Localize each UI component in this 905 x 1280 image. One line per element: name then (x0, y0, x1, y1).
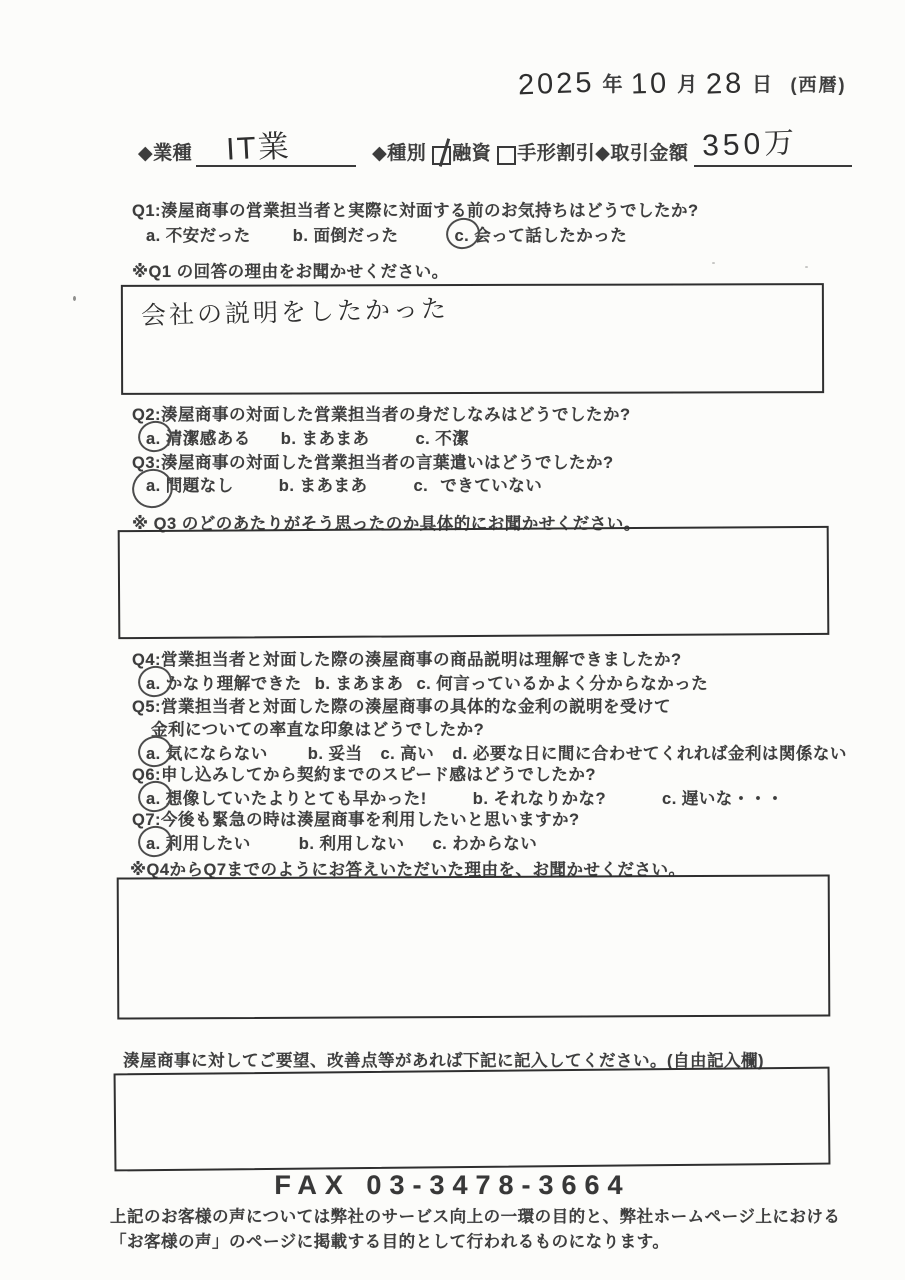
date-day-value: 28 (705, 67, 745, 101)
date-year-value: 2025 (517, 66, 596, 102)
footer-note-line1: 上記のお客様の声については弊社のサービス向上の一環の目的と、弊社ホームページ上における (110, 1208, 841, 1226)
loan-checkbox-label: 融資 (452, 143, 492, 164)
date-month-value: 10 (630, 67, 670, 101)
date-calendar-note: (西暦) (790, 75, 847, 95)
q4-q7-reason-answer-box[interactable] (117, 874, 831, 1019)
q5-option-b[interactable]: b. 妥当 (307, 745, 363, 763)
industry-value: IT業 (225, 128, 292, 167)
q3-text: Q3:湊屋商事の対面した営業担当者の言葉遣いはどうでしたか? (132, 454, 614, 472)
q4-option-c[interactable]: c. 何言っているかよく分からなかった (416, 675, 709, 693)
amount-label: ◆取引金額 (595, 143, 689, 164)
fax-number: FAX 03-3478-3664 (274, 1170, 631, 1200)
industry-field[interactable] (196, 128, 356, 167)
q5-text-line1: Q5:営業担当者と対面した際の湊屋商事の具体的な金利の説明を受けて (132, 698, 672, 716)
q1-reason-label: ※Q1 の回答の理由をお聞かせください。 (132, 263, 449, 281)
q1-text: Q1:湊屋商事の営業担当者と実際に対面する前のお気持ちはどうでしたか? (132, 202, 699, 220)
q5-text-line2: 金利についての率直な印象はどうでしたか? (151, 721, 485, 739)
free-entry-label: 湊屋商事に対してご要望、改善点等があれば下記に記入してください。(自由記入欄) (123, 1052, 764, 1070)
q7-option-c[interactable]: c. わからない (432, 835, 538, 853)
q2-option-c[interactable]: c. 不潔 (415, 430, 470, 448)
q7-options (146, 830, 537, 854)
date-year-unit: 年 (602, 74, 624, 96)
industry-label: ◆業種 (138, 143, 193, 164)
amount-field[interactable] (694, 126, 852, 167)
q3-options (146, 472, 542, 496)
date-month-unit: 月 (677, 74, 698, 96)
q3-option-a[interactable]: a. 問題なし (146, 472, 234, 496)
q2-options (146, 425, 469, 449)
q7-text: Q7:今後も緊急の時は湊屋商事を利用したいと思いますか? (132, 811, 580, 829)
type-label: ◆種別 (372, 143, 427, 164)
q6-text: Q6:申し込みしてから契約までのスピード感はどうでしたか? (132, 766, 596, 784)
q3-option-c[interactable]: c. できていない (413, 477, 543, 495)
q3-reason-answer-box[interactable] (118, 526, 830, 639)
q5-option-d[interactable]: d. 必要な日に間に合わせてくれれば金利は関係ない (452, 745, 847, 763)
q3-reason-label: ※ Q3 のどのあたりがそう思ったのか具体的にお聞かせください。 (132, 515, 641, 533)
scan-artifact (73, 296, 76, 301)
q2-text: Q2:湊屋商事の対面した営業担当者の身だしなみはどうでしたか? (132, 406, 631, 424)
q1-option-a[interactable]: a. 不安だった (146, 227, 251, 245)
q3-option-b[interactable]: b. まあまあ (278, 477, 368, 495)
bill-discount-checkbox[interactable] (497, 146, 516, 165)
q4-options (146, 670, 721, 694)
footer-note-line2: 「お客様の声」のページに掲載する目的として行われるものになります。 (110, 1233, 670, 1251)
q1-options (146, 222, 627, 246)
scan-artifact (805, 266, 808, 268)
q4-q7-reason-label: ※Q4からQ7までのようにお答えいただいた理由を、お聞かせください。 (130, 861, 686, 879)
q1-option-c[interactable]: c. 会って話したかった (454, 222, 627, 246)
q6-option-a[interactable]: a. 想像していたよりとても早かった! (146, 785, 427, 809)
q5-option-c[interactable]: c. 高い (380, 745, 435, 763)
q1-reason-answer: 会社の説明をしたかった (140, 294, 450, 331)
date-day-unit: 日 (752, 74, 773, 96)
scan-artifact (712, 262, 715, 264)
q2-option-a[interactable]: a. 清潔感ある (146, 425, 251, 449)
q6-option-c[interactable]: c. 遅いな・・・ (662, 790, 784, 808)
q7-option-b[interactable]: b. 利用しない (298, 835, 405, 853)
q4-text: Q4:営業担当者と対面した際の湊屋商事の商品説明は理解できましたか? (132, 651, 682, 669)
bill-discount-checkbox-label: 手形割引 (517, 143, 596, 164)
q4-option-a[interactable]: a. かなり理解できた (146, 670, 302, 694)
q5-option-a[interactable]: a. 気にならない (146, 740, 268, 764)
free-entry-answer-box[interactable] (114, 1067, 831, 1172)
date-line (518, 68, 847, 101)
amount-value: 350万 (701, 126, 800, 163)
check-mark-icon (439, 138, 450, 166)
q2-option-b[interactable]: b. まあまあ (280, 430, 370, 448)
q1-reason-answer-box[interactable] (121, 283, 824, 395)
q4-option-b[interactable]: b. まあまあ (314, 675, 404, 693)
meta-line (138, 126, 852, 167)
q1-option-b[interactable]: b. 面倒だった (292, 227, 399, 245)
loan-checkbox[interactable] (432, 146, 451, 165)
q7-option-a[interactable]: a. 利用したい (146, 830, 251, 854)
q6-option-b[interactable]: b. それなりかな? (472, 790, 607, 808)
